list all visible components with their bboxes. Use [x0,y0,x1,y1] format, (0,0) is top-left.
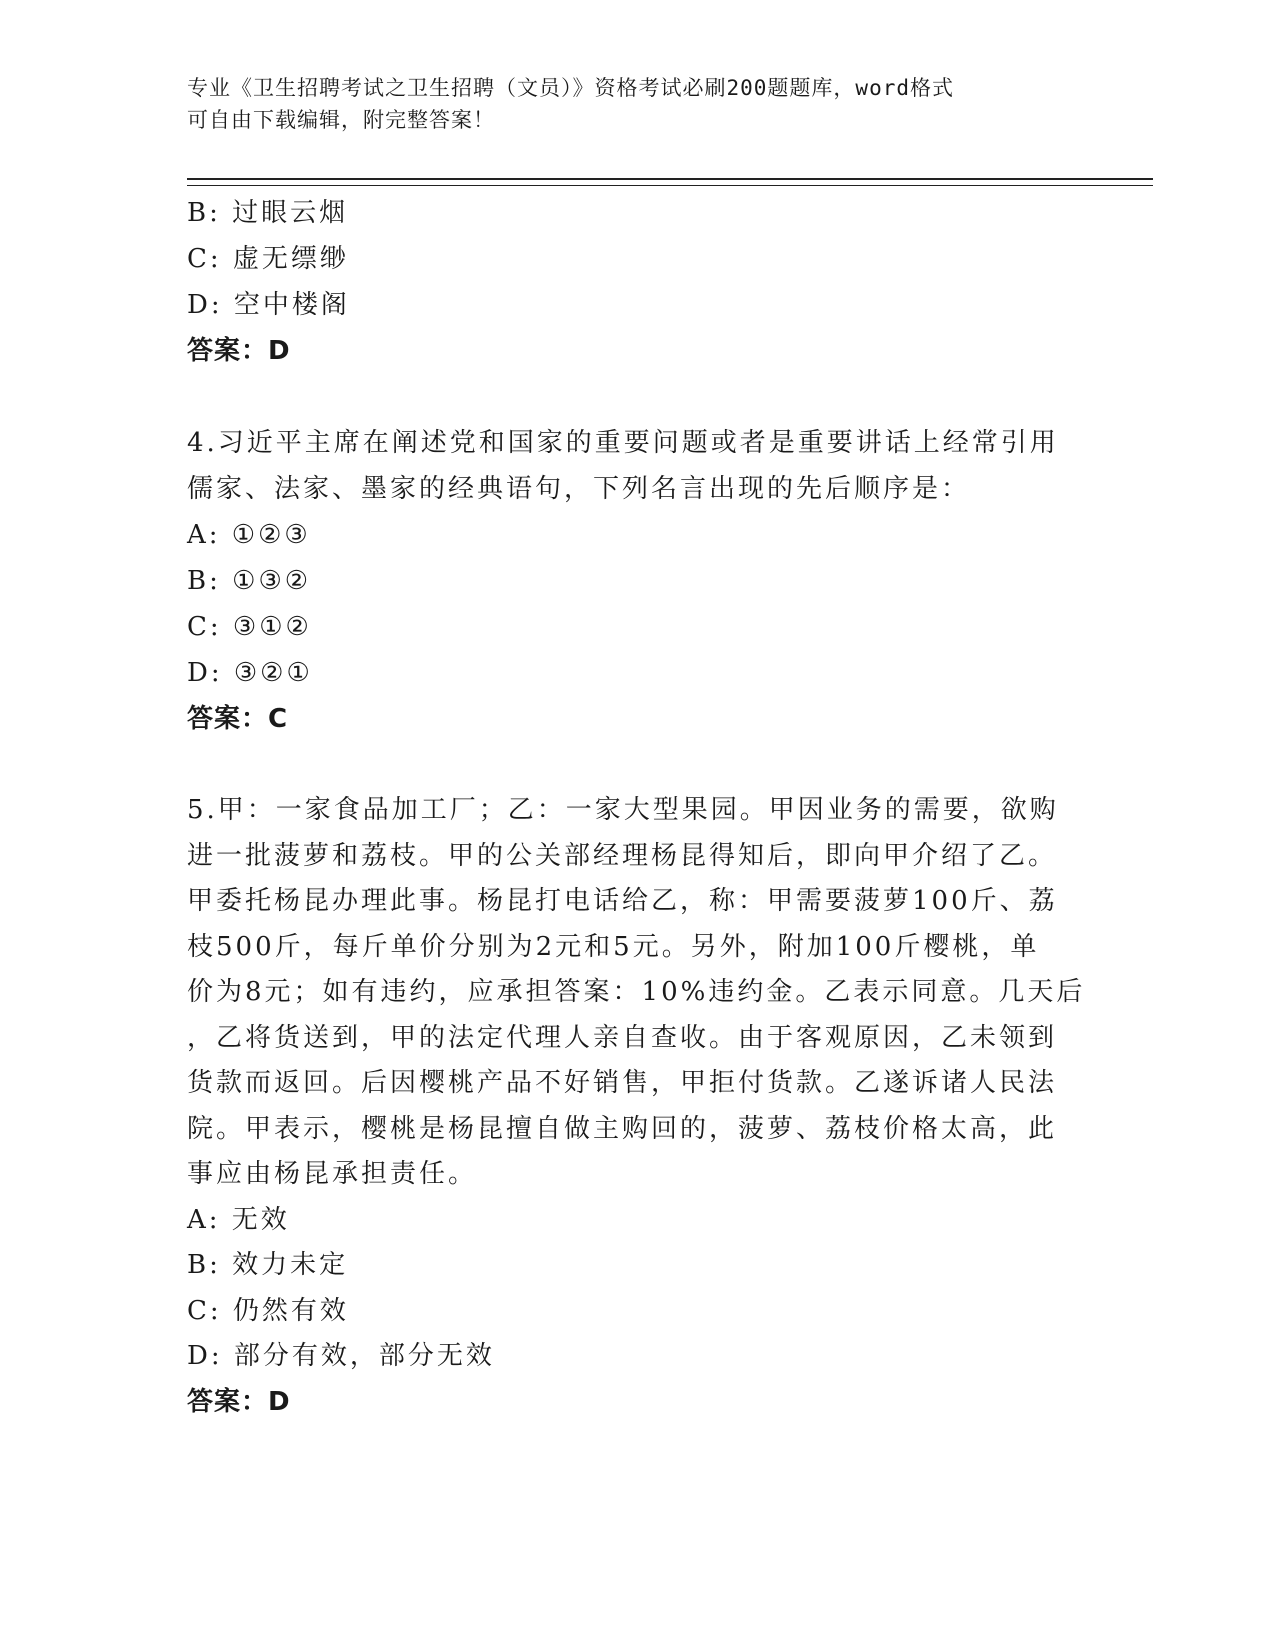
option-c: C: 虚无缥缈 [187,244,349,274]
stem-line: 甲委托杨昆办理此事。杨昆打电话给乙，称：甲需要菠萝100斤、荔 [187,886,1058,916]
question-5-answer: 答案：D [187,1386,291,1417]
question-3-options [187,190,1087,328]
question-3-answer: 答案：D [187,336,291,366]
question-4-stem [187,420,1087,512]
spacer [187,742,1087,788]
stem-line: 枝500斤，每斤单价分别为2元和5元。另外，附加100斤樱桃，单 [187,931,1040,962]
stem-line: 价为8元；如有违约，应承担答案：10%违约金。乙表示同意。几天后 [187,977,1086,1007]
option-d: D: ③②① [187,658,313,688]
question-5-stem [187,788,1087,1198]
option-b: B: 效力未定 [187,1250,349,1280]
option-a: A: ①②③ [187,520,311,550]
question-4-answer: 答案：C [187,704,289,734]
stem-line: 事应由杨昆承担责任。 [187,1159,478,1189]
option-c: C: 仍然有效 [187,1295,349,1326]
option-b: B: ①③② [187,566,312,596]
spacer [187,374,1087,420]
header-title-line-2: 可自由下载编辑，附完整答案！ [187,108,495,132]
option-b: B: 过眼云烟 [187,198,349,228]
header-divider [187,178,1153,186]
stem-line: 5.甲：一家食品加工厂；乙：一家大型果园。甲因业务的需要，欲购 [187,795,1059,825]
stem-line: 进一批菠萝和荔枝。甲的公关部经理杨昆得知后，即向甲介绍了乙。 [187,840,1058,871]
stem-line: 货款而返回。后因樱桃产品不好销售，甲拒付货款。乙遂诉诸人民法 [187,1068,1058,1098]
stem-line: 4.习近平主席在阐述党和国家的重要问题或者是重要讲话上经常引用 [187,428,1059,458]
header-title-line-1: 专业《卫生招聘考试之卫生招聘（文员）》资格考试必刷200题题库，word格式 [187,76,954,100]
question-content [187,190,1087,1425]
question-4-options [187,512,1087,696]
question-5-options [187,1198,1087,1380]
option-d: D: 部分有效，部分无效 [187,1341,495,1371]
stem-line: 儒家、法家、墨家的经典语句，下列名言出现的先后顺序是： [187,474,971,504]
option-d: D: 空中楼阁 [187,290,350,320]
stem-line: 院。甲表示，樱桃是杨昆擅自做主购回的，菠萝、荔枝价格太高，此 [187,1113,1058,1144]
option-a: A: 无效 [187,1204,290,1235]
stem-line: ，乙将货送到，甲的法定代理人亲自查收。由于客观原因，乙未领到 [187,1022,1058,1053]
page-header [187,72,1067,136]
option-c: C: ③①② [187,612,312,642]
